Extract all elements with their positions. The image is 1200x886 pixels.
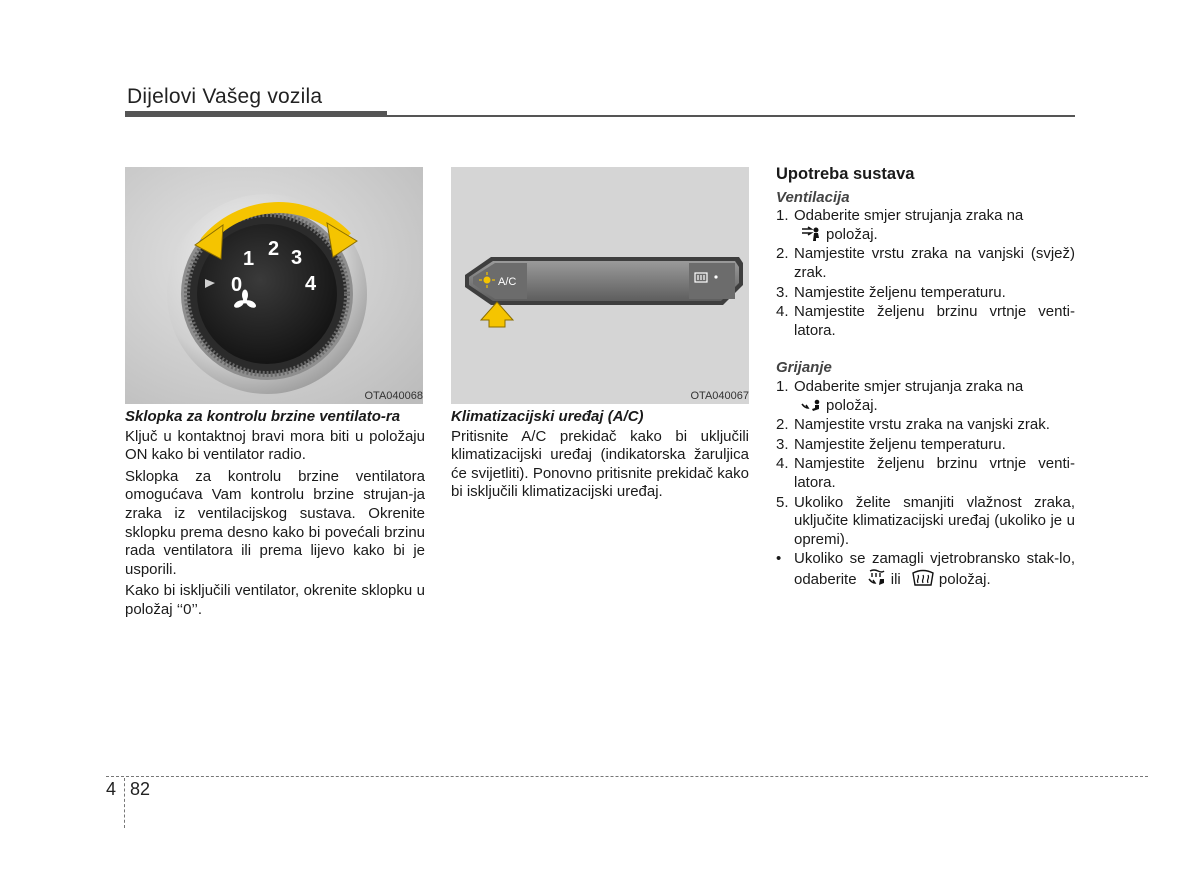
- fan-speed-paragraph-3: Kako bi isključili ventilator, okrenite sklopku u položaj ‘‘0’’.: [125, 582, 425, 618]
- dial-label-3: 3: [291, 247, 303, 269]
- ac-paragraph: Pritisnite A/C prekidač kako bi uključili klimatizacijski uređaj (indikatorska žaruljica će svijetliti). Ponovno pritisnite prekidač kako bi isključili klimatizacijski uređaj.: [451, 427, 749, 501]
- figure-code-left: OTA040068: [364, 390, 423, 402]
- header-rule-thin: [387, 115, 1075, 117]
- fan-dial-figure: [125, 167, 423, 404]
- fan-speed-caption: Sklopka za kontrolu brzine ventilato-ra: [125, 408, 401, 425]
- heating-heading: Grijanje: [776, 359, 832, 377]
- list-item: 3. Namjestite željenu temperaturu.: [776, 283, 1006, 301]
- ac-caption: Klimatizacijski uređaj (A/C): [451, 408, 644, 425]
- list-item: 2. Namjestite vrstu zraka na vanjski zrak.: [776, 416, 1050, 434]
- page-number: 82: [130, 779, 151, 799]
- system-usage-section: [776, 165, 1075, 590]
- list-item: 3. Namjestite željenu temperaturu.: [776, 435, 1006, 453]
- heating-steps: [776, 378, 1075, 590]
- figure-code-middle: OTA040067: [690, 390, 749, 402]
- chapter-number: 4: [106, 779, 117, 799]
- ventilation-heading: Ventilacija: [776, 188, 850, 206]
- face-vent-icon: [800, 226, 822, 242]
- dial-label-1: 1: [243, 248, 255, 270]
- ventilation-steps: [776, 207, 1075, 340]
- floor-vent-icon: [800, 399, 822, 413]
- list-item: 5. Ukoliko želite smanjiti vlažnost zraka, uključite klimatizacijski uređaj (ukoliko je u opremi).: [776, 493, 1075, 548]
- fan-speed-paragraph-1: Ključ u kontaktnoj bravi mora biti u položaju ON kako bi ventilator radio.: [125, 427, 425, 464]
- ac-section: [451, 408, 749, 505]
- list-item: 2. Namjestite vrstu zraka na vanjski (svjež) zrak.: [776, 245, 1075, 281]
- footer-divider-vertical: [124, 778, 125, 828]
- bullet-item: • Ukoliko se zamagli vjetrobransko stak-lo, odaberite ili položaj.: [776, 550, 1075, 588]
- windshield-defrost-icon: [911, 569, 935, 587]
- header-rule-thick: [125, 111, 387, 117]
- page-title: Dijelovi Vašeg vozila: [127, 85, 323, 108]
- list-item: 1. Odaberite smjer strujanja zraka na položaj.: [776, 377, 1024, 414]
- floor-defrost-icon: [867, 569, 887, 587]
- dial-label-0: 0: [231, 274, 243, 296]
- list-item: 4. Namjestite željenu brzinu vrtnje venti-latora.: [776, 303, 1075, 339]
- section-title: Upotreba sustava: [776, 165, 915, 183]
- dial-label-2: 2: [268, 238, 280, 260]
- fan-speed-section: [125, 408, 425, 623]
- list-item: 4. Namjestite željenu brzinu vrtnje venti-latora.: [776, 455, 1075, 491]
- ac-panel-illustration: [451, 167, 749, 404]
- footer-divider: [106, 776, 1148, 777]
- dial-label-4: 4: [305, 273, 317, 295]
- fan-speed-paragraph-2: Sklopka za kontrolu brzine ventilatora omogućava Vam kontrolu brzine strujan-ja zraka iz ventilacijskog sustava. Okrenite sklopku prema desno kako bi povećali brzinu rada ventilatora ili prema lijevo kako bi je usporili.: [125, 467, 425, 578]
- fan-dial-illustration: [125, 167, 423, 404]
- ac-panel-figure: [451, 167, 749, 404]
- ac-button-label: A/C: [498, 276, 517, 288]
- list-item: 1. Odaberite smjer strujanja zraka na položaj.: [776, 207, 1024, 243]
